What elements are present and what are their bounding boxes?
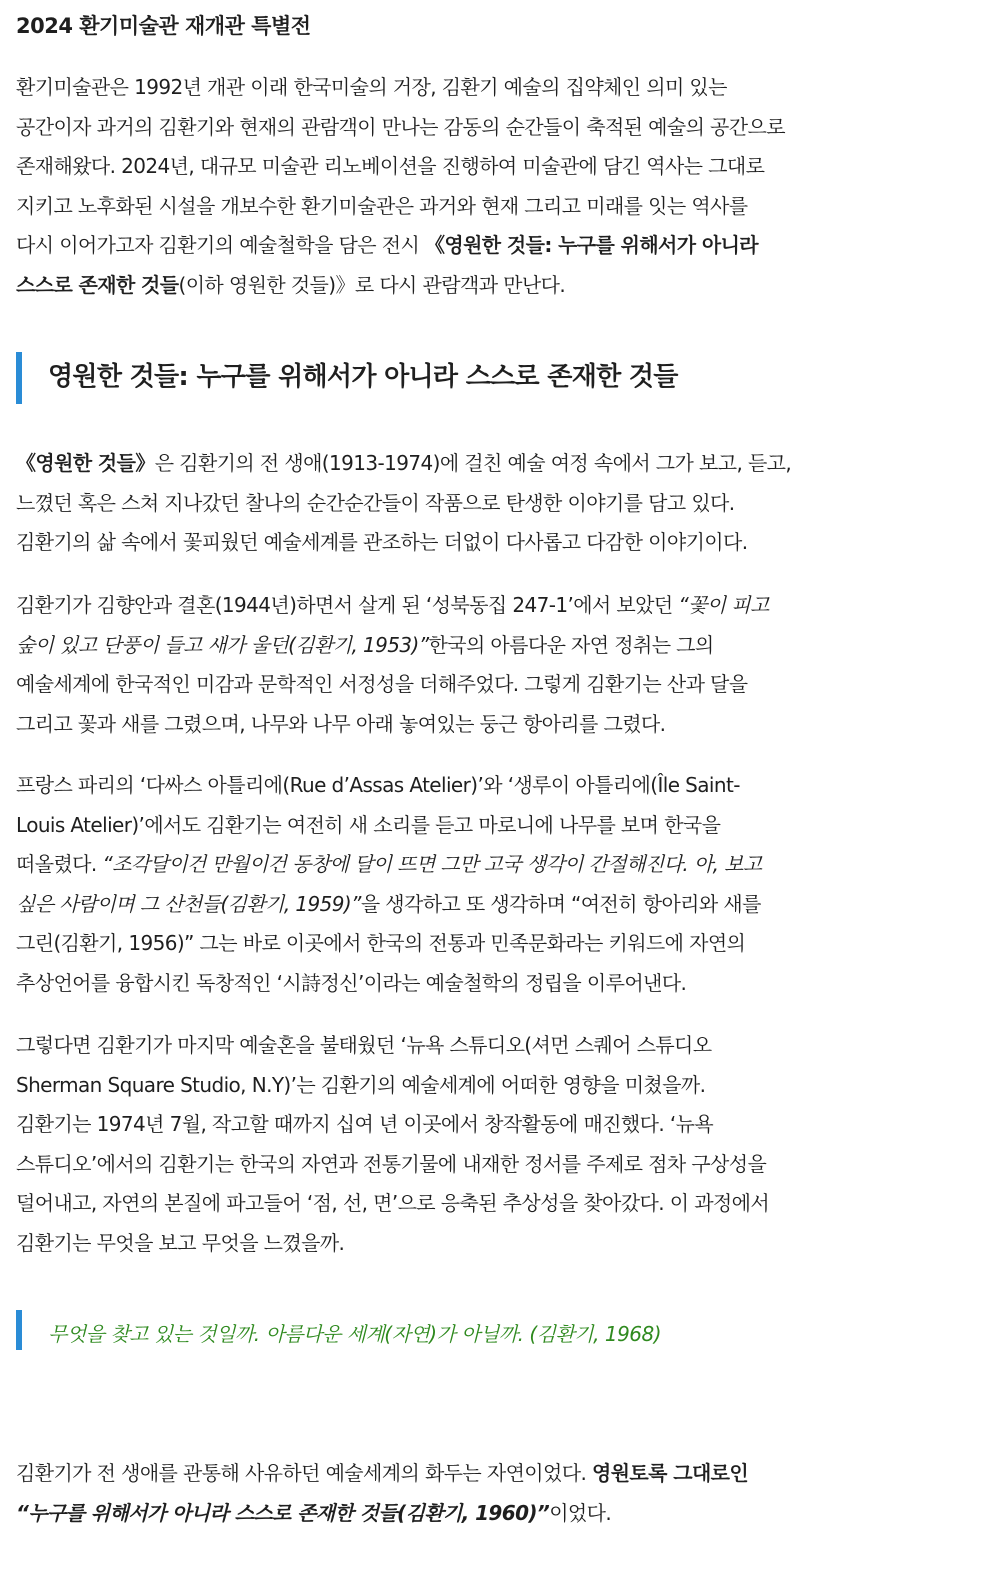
text-line: 느꼈던 혹은 스쳐 지나갔던 찰나의 순간순간들이 작품으로 탄생한 이야기를 담고 있다.: [16, 490, 735, 515]
text-span: 을 생각하고 또 생각하며 “여전히 항아리와 새를: [360, 891, 761, 916]
body-paragraph-1: [16, 444, 936, 563]
text-line: 김환기는 무엇을 보고 무엇을 느꼈을까.: [16, 1230, 345, 1255]
text-line: 지키고 노후화된 시설을 개보수한 환기미술관은 과거와 현재 그리고 미래를 잇는 역사를: [16, 193, 748, 218]
page-title: 2024 환기미술관 재개관 특별전: [16, 14, 311, 38]
text-line: [16, 845, 936, 885]
text-line: Sherman Square Studio, N.Y)’는 김환기의 예술세계에 어떠한 영향을 미쳤을까.: [16, 1072, 706, 1097]
text-span: 다시 이어가고자 김환기의 예술철학을 담은 전시: [16, 233, 425, 258]
section-heading: 영원한 것들: 누구를 위해서가 아니라 스스로 존재한 것들: [48, 362, 678, 392]
title-bold: 《영원한 것들》: [16, 451, 155, 475]
text-line: 그렇다면 김환기가 마지막 예술혼을 불태웠던 ‘뉴욕 스튜디오(셔먼 스퀘어 스튜디오: [16, 1033, 712, 1057]
text-span: 한국의 아름다운 자연 정취는 그의: [428, 632, 714, 657]
body-paragraph-4: [16, 1026, 936, 1264]
text-line: [16, 885, 936, 925]
text-line: [16, 266, 936, 306]
pull-quote: 무엇을 찾고 있는 것일까. 아름다운 세계(자연)가 아닐까. (김환기, 1968): [48, 1322, 662, 1346]
text-line: 스튜디오’에서의 김환기는 한국의 자연과 전통기물에 내재한 정서를 주제로 점차 구상성을: [16, 1151, 767, 1176]
text-line: [16, 1494, 936, 1534]
exhibition-title-bold: 《영원한 것들: 누구를 위해서가 아니라: [424, 233, 759, 258]
exhibition-title-bold: 스스로 존재한 것들: [16, 272, 179, 297]
intro-paragraph: [16, 68, 936, 306]
text-line: 프랑스 파리의 ‘다싸스 아틀리에(Rue d’Assas Atelier)’와 ‘생루이 아틀리에(Île Saint-: [16, 773, 740, 797]
text-line: 환기미술관은 1992년 개관 이래 한국미술의 거장, 김환기 예술의 집약체인 의미 있는: [16, 75, 727, 99]
text-span: (이하 영원한 것들)》로 다시 관람객과 만난다.: [178, 272, 566, 297]
text-line: 그리고 꽃과 새를 그렸으며, 나무와 나무 아래 놓여있는 둥근 항아리를 그렸다.: [16, 711, 666, 736]
text-span: 김환기가 전 생애를 관통해 사유하던 예술세계의 화두는 자연이었다.: [16, 1461, 592, 1485]
text-line: [16, 586, 936, 626]
quote-italic: 숲이 있고 단풍이 들고 새가 울던(김환기, 1953)”: [16, 632, 429, 657]
text-span: 이었다.: [549, 1500, 612, 1525]
text-line: 예술세계에 한국적인 미감과 문학적인 서정성을 더해주었다. 그렇게 김환기는 산과 달을: [16, 672, 748, 697]
text-line: [16, 626, 936, 666]
text-line: Louis Atelier)’에서도 김환기는 여전히 새 소리를 듣고 마로니에 나무를 보며 한국을: [16, 812, 721, 837]
heading-accent-bar: [16, 352, 22, 404]
text-line: 공간이자 과거의 김환기와 현재의 관람객이 만나는 감동의 순간들이 축적된 예술의 공간으로: [16, 114, 785, 139]
text-line: 김환기는 1974년 7월, 작고할 때까지 십여 년 이곳에서 창작활동에 매진했다. ‘뉴욕: [16, 1112, 714, 1137]
text-line: 그린(김환기, 1956)” 그는 바로 이곳에서 한국의 전통과 민족문화라는 키워드에 자연의: [16, 931, 746, 956]
closing-bold: 영원토록 그대로인: [591, 1461, 749, 1485]
text-span: 은 김환기의 전 생애(1913-1974)에 걸친 예술 여정 속에서 그가 보고, 듣고,: [154, 451, 792, 475]
text-line: [16, 1454, 936, 1494]
text-span: 김환기가 김향안과 결혼(1944년)하면서 살게 된 ‘성북동집 247-1’에서 보았던: [16, 593, 679, 617]
quote-italic: “조각달이건 만월이건 동창에 달이 뜨면 그만 고국 생각이 간절해진다. 아, 보고: [102, 852, 762, 877]
quote-italic: “누구를 위해서가 아니라 스스로 존재한 것들(김환기, 1960)”: [16, 1500, 550, 1525]
closing-bold-italic: [16, 1501, 549, 1525]
text-line: 존재해왔다. 2024년, 대규모 미술관 리노베이션을 진행하여 미술관에 담긴 역사는 그대로: [16, 154, 765, 179]
quote-italic: 싶은 사람이며 그 산천들(김환기, 1959)”: [16, 891, 361, 916]
body-paragraph-3: [16, 766, 936, 1004]
quote-italic: “꽃이 피고: [678, 593, 769, 617]
closing-paragraph: [16, 1454, 936, 1533]
text-span: 떠올렸다.: [16, 852, 103, 877]
body-paragraph-2: [16, 586, 936, 744]
text-line: 덜어내고, 자연의 본질에 파고들어 ‘점, 선, 면’으로 응축된 추상성을 찾아갔다. 이 과정에서: [16, 1191, 770, 1216]
text-line: 추상언어를 융합시킨 독창적인 ‘시詩정신’이라는 예술철학의 정립을 이루어낸다.: [16, 970, 687, 995]
text-line: 김환기의 삶 속에서 꽃피웠던 예술세계를 관조하는 더없이 다사롭고 다감한 이야기이다.: [16, 530, 748, 555]
text-line: [16, 226, 936, 266]
quote-accent-bar: [16, 1310, 22, 1350]
text-line: [16, 444, 936, 484]
